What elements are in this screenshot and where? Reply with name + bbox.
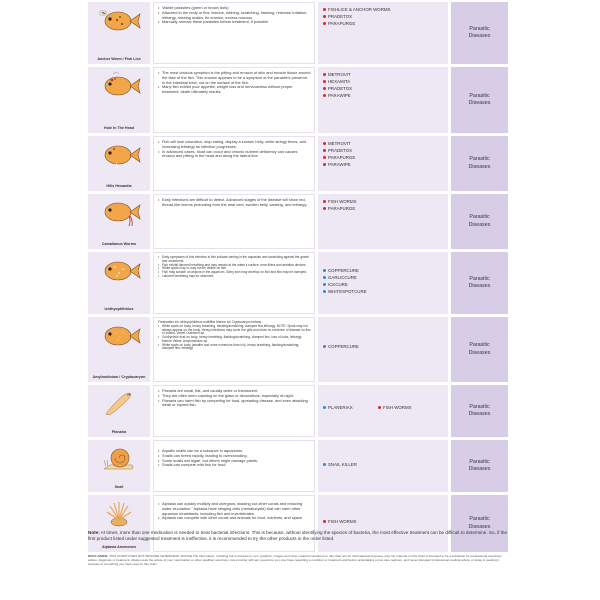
red-dot-icon — [323, 156, 326, 159]
symptom-item: • Fish will lose coloration, stop eating, display a sunken belly, white stringy feces, and increasing lethargy as infection progresses. — [158, 140, 311, 150]
symptom-item: • Snails can compete with fish for food. — [158, 463, 311, 468]
red-dot-icon — [323, 94, 326, 97]
category-label: Parasitic Diseases — [468, 156, 491, 170]
note-paragraph — [88, 530, 508, 542]
disease-name: Planaria — [111, 430, 127, 434]
symptoms-cell — [153, 495, 315, 552]
blue-dot-icon — [323, 463, 326, 466]
medications-cell — [318, 495, 448, 552]
category-cell — [451, 317, 508, 382]
medication-item: SNAIL KILLER — [323, 462, 385, 467]
medication-item: FISH WORMX — [323, 519, 385, 524]
red-dot-icon — [323, 15, 326, 18]
category-cell — [451, 252, 508, 314]
table-row — [88, 317, 508, 382]
disease-name: Hole In The Head — [104, 126, 134, 130]
symptom-item: • Planaria are small, flat, and usually white or translucent. — [158, 389, 311, 394]
table-row — [88, 440, 508, 492]
disease-name: Hills Hexamita — [106, 184, 132, 188]
red-dot-icon — [323, 142, 326, 145]
symptom-item: • They are often seen crawling on the glass or decorations, especially at night. — [158, 394, 311, 399]
disease-icon-cell — [88, 194, 150, 249]
symptom-item: • Snails can breed rapidly, leading to overcrowding. — [158, 454, 311, 459]
symptom-intro: Freshwater ich-Ichthyophthirius multifiliis Marine ich Cryptocaryon irritans : — [158, 320, 263, 324]
table-row — [88, 194, 508, 249]
symptom-item: • Manually remove these parasites before treatment, if possible. — [158, 20, 311, 25]
disease-name: Ichthyophthirius — [104, 307, 134, 311]
category-cell — [451, 440, 508, 492]
medications-cell — [318, 440, 448, 492]
table-row — [88, 495, 508, 552]
red-dot-icon — [323, 163, 326, 166]
medication-item: PRADETOX — [323, 86, 385, 91]
disease-name: Aiptasia Anemones — [101, 545, 137, 549]
category-cell — [451, 495, 508, 552]
blue-dot-icon — [323, 345, 326, 348]
table-row — [88, 2, 508, 64]
symptom-item: • Planaria can harm fish by competing for food, spreading disease, and even attacking weak or injured fish. — [158, 399, 311, 409]
medications-cell — [318, 385, 448, 437]
category-cell — [451, 136, 508, 191]
disease-icon-cell — [88, 317, 150, 382]
medication-item: PARAPURGE — [323, 21, 385, 26]
symptom-item: • Early infections are difficult to detect. Advanced stages of the disease will show red, thread-like worms protruding from the anal vent, swollen belly, wasting, and lethargy. — [158, 198, 311, 208]
category-cell — [451, 385, 508, 437]
disease-name: Camallanus Worms — [101, 242, 137, 246]
medication-item: FISH WORMX — [378, 405, 440, 410]
anemone-icon — [96, 498, 142, 528]
disclaimer-paragraph — [88, 554, 508, 566]
table-row — [88, 385, 508, 437]
symptom-item: • Many fish exhibit poor appetite, weight loss and nervousness without proper treatment, death ultimately results. — [158, 85, 311, 95]
medications-cell — [318, 136, 448, 191]
medication-item: METROVIT — [323, 141, 385, 146]
medication-item: COPPERCURE — [323, 268, 385, 273]
medication-item: HEXAMITA — [323, 79, 385, 84]
medication-item: PARAWIPE — [323, 162, 385, 167]
fish-icon — [96, 139, 142, 169]
red-dot-icon — [323, 520, 326, 523]
disease-icon-cell — [88, 136, 150, 191]
category-cell — [451, 67, 508, 133]
planaria-icon — [96, 388, 142, 418]
symptom-item: • In advanced cases, bloat can occur and chronic nutrient deficiency can causes erosion and pitting in the head and along the lateral line. — [158, 150, 311, 160]
category-cell — [451, 2, 508, 64]
medication-item: PRADETOX — [323, 148, 385, 153]
medication-item: WHITESPOTCURE — [323, 289, 385, 294]
category-label: Parasitic Diseases — [468, 92, 491, 106]
category-cell — [451, 194, 508, 249]
medication-item: METROVIT — [323, 72, 385, 77]
disease-icon-cell — [88, 495, 150, 552]
symptoms-cell — [153, 194, 315, 249]
disease-icon-cell — [88, 252, 150, 314]
disclaimer-text: THIS CHART DOES NOT PROVIDE VETERINARY ADVICE The information, including but not limited to, text, graphics, images and other material contained on this chart are for informational purposes only. No material on this chart is intended to be a substitute for professional veterinary advice, diagnosis or treatment. Always seek the advice of your veterinarian or other qualified veterinary care provider with any questions you may have regarding a condition or treatment and before undertaking a new care regimen, and never disregard professional medical advice or delay in seeking it because of something you have read on this chart. — [88, 554, 502, 567]
fish-icon — [96, 5, 142, 35]
symptom-item: • Early symptoms of this infection is fish indicate darting in the aquarium and scratching against the gravel and ornaments. — [158, 256, 311, 264]
table-row — [88, 67, 508, 133]
blue-dot-icon — [323, 283, 326, 286]
category-label: Parasitic Diseases — [468, 25, 491, 39]
table-row — [88, 136, 508, 191]
medication-item: PLANERIAX — [323, 405, 378, 410]
red-dot-icon — [323, 149, 326, 152]
note-text: At times, more than one medication is needed to treat bacterial infections. This is because, without identifying the species of bacteria, the most effective treatment can be difficult to determine. So, if the first product listed under suggested treatment is ineffective, it is recommended to try the other products in the order listed. — [88, 530, 508, 542]
disease-icon-cell — [88, 2, 150, 64]
medications-cell — [318, 2, 448, 64]
category-label: Parasitic Diseases — [468, 275, 491, 289]
medication-item: ICKCURE — [323, 282, 385, 287]
medication-item: PRADETOX — [323, 14, 385, 19]
medications-cell — [318, 67, 448, 133]
table-row — [88, 252, 508, 314]
symptom-item: • White spots on body (smaller and more numerous than ich), heavy breathing, flashing/scratching, clamped fins, lethargy — [158, 344, 311, 352]
symptom-item: • White spots may or may not be visible on fish. — [158, 267, 311, 271]
symptom-item: • Aquatic snails can be a nuisance in aquariums. — [158, 449, 311, 454]
symptom-item: • Attached to the body or fins: lesions, rubbing, scratching, flashing, redness/ irritation, lethargy, missing scales, fin erosion, excess mucous. — [158, 11, 311, 21]
symptom-item: • Some snails eat algae, but others might damage plants. — [158, 459, 311, 464]
blue-dot-icon — [323, 276, 326, 279]
medications-cell — [318, 317, 448, 382]
red-dot-icon — [378, 406, 381, 409]
fish-icon — [96, 255, 142, 285]
medication-item: COPPERCURE — [323, 344, 385, 349]
symptom-item: • Visible parasites (green or brown dots) — [158, 6, 311, 11]
red-dot-icon — [323, 80, 326, 83]
medication-item: PARAPURGE — [323, 155, 385, 160]
symptom-item: • Fish exhibit labored breathing and may remain at the water's surface, near filters and aeration devices. — [158, 264, 311, 268]
symptom-item: • Fish may scratch on objects in the aquarium. Slimy skin may develop on fish and fins may be clamped. — [158, 271, 311, 275]
symptoms-cell — [153, 252, 315, 314]
medication-item: FISH WORMX — [323, 199, 385, 204]
note-label: Note: — [88, 530, 100, 535]
fish-icon — [96, 70, 142, 100]
disease-name: Anchor Worm / Fish Lice — [97, 57, 141, 61]
medication-item: GARLICCURE — [323, 275, 385, 280]
symptoms-cell — [153, 317, 315, 382]
symptom-item: • Gold/yellow dust on body, heavy breathing, flashing/scratching, clamped fins, loss of color, lethargy. Marine Velvet: Amyloodinium sp. — [158, 336, 311, 344]
red-dot-icon — [323, 22, 326, 25]
symptoms-cell — [153, 67, 315, 133]
category-label: Parasitic Diseases — [468, 403, 491, 417]
red-dot-icon — [323, 87, 326, 90]
symptoms-cell — [153, 136, 315, 191]
blue-dot-icon — [323, 290, 326, 293]
symptom-item: • Aiptasia can compete with other corals and animals for food, nutrients, and space — [158, 516, 311, 521]
disclaimer-label: DISCLAIMER: — [88, 554, 109, 558]
disease-name: Snail — [114, 485, 124, 489]
disease-name: Amyloodinium / Cryptocaryon — [92, 375, 146, 379]
blue-dot-icon — [323, 406, 326, 409]
category-label: Parasitic Diseases — [468, 516, 491, 530]
disease-icon-cell — [88, 67, 150, 133]
medications-cell — [318, 252, 448, 314]
symptom-item: • The most obvious symptom is the pitting and erosion of skin and muscle tissue around the face of the fish. This erosion appears to be a symptom of the parasite's presence in the intestinal tract, not on the surface of the fish. — [158, 71, 311, 85]
symptom-item: • White spots on body, heavy breathing, flashing/scratching, clamped fins,lethargy. NOTE: Spots may not always appear on the body. Heavy infections may cover the gills and show no evidence of disease on fins or scales. Velvet Oodinium sp. — [158, 325, 311, 336]
disease-icon-cell — [88, 440, 150, 492]
medication-item: PARAPURGE — [323, 206, 385, 211]
symptoms-cell — [153, 385, 315, 437]
category-label: Parasitic Diseases — [468, 214, 491, 228]
red-dot-icon — [323, 207, 326, 210]
category-label: Parasitic Diseases — [468, 342, 491, 356]
symptoms-cell — [153, 2, 315, 64]
disease-icon-cell — [88, 385, 150, 437]
red-dot-icon — [323, 8, 326, 11]
snail-icon — [96, 443, 142, 473]
medication-item: PARAWIPE — [323, 93, 385, 98]
category-label: Parasitic Diseases — [468, 458, 491, 472]
fish-icon — [96, 320, 142, 350]
red-dot-icon — [323, 73, 326, 76]
symptoms-cell — [153, 440, 315, 492]
blue-dot-icon — [323, 269, 326, 272]
red-dot-icon — [323, 200, 326, 203]
medication-item: FISHLICE & ANCHOR WORMS — [323, 7, 443, 12]
medications-cell — [318, 194, 448, 249]
fish-icon — [96, 197, 142, 227]
symptom-item: • Labored breathing may be observed. — [158, 275, 311, 279]
symptom-item: • Aiptasia can quickly multiply and overgrow, shading out other corals and reducing water circulation." Aiptasia have stinging cells (nematocysts) that can harm other aquarium inhabitants, including fish and invertebrates. — [158, 502, 311, 516]
